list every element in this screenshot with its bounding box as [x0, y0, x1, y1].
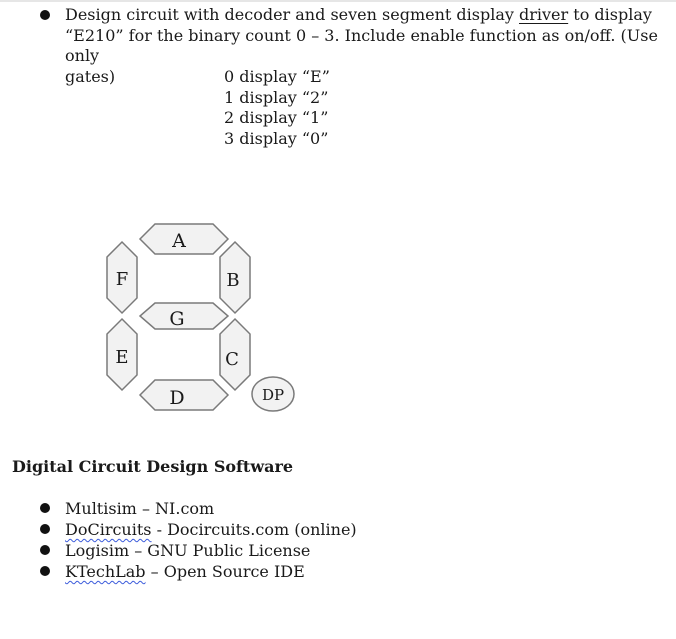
count-item: 0 display “E” [224, 67, 330, 86]
segment-d-label: D [169, 387, 185, 409]
segment-e-label: E [115, 347, 129, 368]
task-line-2: “E210” for the binary count 0 – 3. Include enable function as on/off. (Use only [65, 25, 658, 65]
software-sep: – [129, 541, 148, 560]
count-item: 1 display “2” [224, 87, 329, 107]
page-top-edge [0, 0, 676, 2]
software-bullet [40, 524, 50, 534]
task-bullet [40, 10, 50, 20]
segment-f-label: F [115, 269, 129, 290]
software-item-multisim [65, 498, 357, 519]
software-bullet [40, 545, 50, 555]
task-line-1-end: to display [568, 5, 652, 24]
software-heading: Digital Circuit Design Software [12, 457, 294, 476]
seven-segment-diagram [100, 220, 310, 420]
segment-g-label: G [169, 308, 185, 330]
software-sep: - [151, 520, 168, 539]
count-item: 3 display “0” [224, 128, 329, 148]
task-line-1-text: Design circuit with decoder and seven segment display [65, 5, 519, 24]
software-detail: GNU Public License [147, 541, 311, 560]
count-display-list [224, 67, 330, 149]
software-item-logisim [65, 540, 357, 561]
software-name: KTechLab [65, 562, 146, 581]
segment-c-label: C [225, 349, 239, 370]
software-detail: NI.com [155, 499, 215, 518]
software-detail: Open Source IDE [163, 562, 305, 581]
software-list [65, 498, 357, 582]
task-description [65, 5, 665, 87]
software-bullet [40, 503, 50, 513]
software-bullet [40, 566, 50, 576]
software-item-ktechlab [65, 561, 357, 582]
software-detail: Docircuits.com (online) [167, 520, 357, 539]
software-name: Logisim [65, 541, 130, 560]
software-sep: – [136, 499, 156, 518]
segment-a-label: A [172, 230, 186, 252]
software-name: Multisim [65, 499, 137, 518]
driver-word: driver [519, 5, 569, 24]
count-item: 2 display “1” [224, 108, 329, 127]
software-name: DoCircuits [65, 520, 152, 539]
software-sep: – [145, 562, 164, 581]
software-item-docircuits [65, 519, 357, 540]
segment-b-label: B [226, 270, 240, 291]
task-line-3: gates) [65, 66, 116, 86]
segment-dp-label: DP [261, 386, 285, 404]
seven-segment-svg [100, 220, 310, 420]
task-line-1 [65, 5, 665, 26]
